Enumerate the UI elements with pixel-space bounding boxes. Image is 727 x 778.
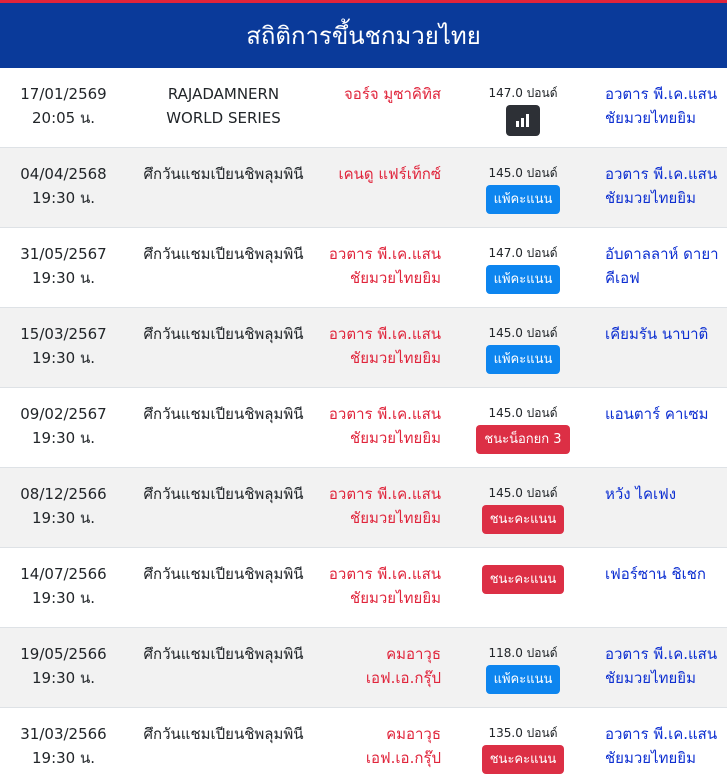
weight-label: 145.0 ปอนด์ (488, 406, 558, 420)
result-cell (447, 708, 599, 778)
red-corner-fighter[interactable]: อวตาร พี.เค.แสน ชัยมวยไทยยิม (328, 565, 441, 607)
table-row (0, 308, 727, 388)
result-badge[interactable]: ชนะคะแนน (482, 505, 565, 534)
time-text: 19:30 น. (31, 349, 96, 367)
date-text: 09/02/2567 (20, 405, 107, 423)
table-row (0, 628, 727, 708)
result-cell (447, 548, 599, 627)
red-corner-fighter[interactable]: อวตาร พี.เค.แสน ชัยมวยไทยยิม (328, 485, 441, 527)
event-name: RAJADAMNERN WORLD SERIES (166, 85, 281, 127)
red-corner-fighter[interactable]: อวตาร พี.เค.แสน ชัยมวยไทยยิม (328, 245, 441, 287)
weight-label: 145.0 ปอนด์ (488, 486, 558, 500)
event-name: ศึกวันแชมเปียนชิพลุมพินี (143, 565, 304, 583)
red-corner-fighter[interactable]: คมอาวุธ เอฟ.เอ.กรุ๊ป (365, 725, 441, 767)
result-badge[interactable]: แพ้คะแนน (486, 185, 561, 214)
result-badge[interactable]: แพ้คะแนน (486, 345, 561, 374)
result-cell (447, 228, 599, 307)
fight-date (0, 708, 127, 778)
weight-label: 145.0 ปอนด์ (488, 166, 558, 180)
red-corner-fighter[interactable]: จอร์จ มูซาคิทิส (344, 85, 441, 103)
fight-date (0, 468, 127, 547)
time-text: 19:30 น. (31, 509, 96, 527)
fight-date (0, 308, 127, 387)
weight-label: 118.0 ปอนด์ (488, 646, 558, 660)
table-row (0, 548, 727, 628)
fight-date (0, 228, 127, 307)
time-text: 19:30 น. (31, 429, 96, 447)
result-cell (447, 148, 599, 227)
weight-label: 147.0 ปอนด์ (488, 86, 558, 100)
date-text: 17/01/2569 (20, 85, 107, 103)
blue-corner-fighter[interactable]: เคียมรัน นาบาติ (605, 325, 709, 343)
event-name: ศึกวันแชมเปียนชิพลุมพินี (143, 725, 304, 743)
blue-corner-fighter[interactable]: อวตาร พี.เค.แสน ชัยมวยไทยยิม (605, 165, 718, 207)
event-name: ศึกวันแชมเปียนชิพลุมพินี (143, 165, 304, 183)
date-text: 04/04/2568 (20, 165, 107, 183)
time-text: 19:30 น. (31, 749, 96, 767)
date-text: 14/07/2566 (20, 565, 107, 583)
result-cell (447, 628, 599, 707)
date-text: 19/05/2566 (20, 645, 107, 663)
weight-label: 135.0 ปอนด์ (488, 726, 558, 740)
blue-corner-fighter[interactable]: อวตาร พี.เค.แสน ชัยมวยไทยยิม (605, 725, 718, 767)
date-text: 15/03/2567 (20, 325, 107, 343)
result-cell (447, 308, 599, 387)
blue-corner-fighter[interactable]: แอนตาร์ คาเซม (605, 405, 709, 423)
red-corner-fighter[interactable]: อวตาร พี.เค.แสน ชัยมวยไทยยิม (328, 405, 441, 447)
weight-label: 145.0 ปอนด์ (488, 326, 558, 340)
bar-chart-icon[interactable] (506, 105, 540, 136)
result-cell (447, 68, 599, 147)
time-text: 20:05 น. (31, 109, 96, 127)
blue-corner-fighter[interactable]: หวัง ไคเฟง (605, 485, 677, 503)
result-cell (447, 468, 599, 547)
event-name: ศึกวันแชมเปียนชิพลุมพินี (143, 245, 304, 263)
blue-corner-fighter[interactable]: เฟอร์ซาน ชิเชก (605, 565, 707, 583)
red-corner-fighter[interactable]: คมอาวุธ เอฟ.เอ.กรุ๊ป (365, 645, 441, 687)
table-row (0, 388, 727, 468)
blue-corner-fighter[interactable]: อวตาร พี.เค.แสน ชัยมวยไทยยิม (605, 85, 718, 127)
result-cell (447, 388, 599, 467)
date-text: 08/12/2566 (20, 485, 107, 503)
fight-date (0, 628, 127, 707)
table-row (0, 468, 727, 548)
table-row (0, 708, 727, 778)
red-corner-fighter[interactable]: เคนดู แฟร์เท็กซ์ (338, 165, 441, 183)
result-badge[interactable]: แพ้คะแนน (486, 265, 561, 294)
result-badge[interactable]: ชนะคะแนน (482, 565, 565, 594)
date-text: 31/05/2567 (20, 245, 107, 263)
event-name: ศึกวันแชมเปียนชิพลุมพินี (143, 325, 304, 343)
time-text: 19:30 น. (31, 589, 96, 607)
fight-date (0, 68, 127, 147)
red-corner-fighter[interactable]: อวตาร พี.เค.แสน ชัยมวยไทยยิม (328, 325, 441, 367)
result-badge[interactable]: ชนะน็อกยก 3 (476, 425, 569, 454)
time-text: 19:30 น. (31, 189, 96, 207)
event-name: ศึกวันแชมเปียนชิพลุมพินี (143, 645, 304, 663)
page-header (0, 0, 727, 68)
event-name: ศึกวันแชมเปียนชิพลุมพินี (143, 405, 304, 423)
result-badge[interactable]: ชนะคะแนน (482, 745, 565, 774)
blue-corner-fighter[interactable]: อวตาร พี.เค.แสน ชัยมวยไทยยิม (605, 645, 718, 687)
result-badge[interactable]: แพ้คะแนน (486, 665, 561, 694)
fight-date (0, 388, 127, 467)
table-row (0, 228, 727, 308)
page-title: สถิติการขึ้นชกมวยไทย (246, 22, 481, 50)
weight-label: 147.0 ปอนด์ (488, 246, 558, 260)
table-row (0, 148, 727, 228)
fight-date (0, 148, 127, 227)
fight-date (0, 548, 127, 627)
event-name: ศึกวันแชมเปียนชิพลุมพินี (143, 485, 304, 503)
fight-table (0, 68, 727, 778)
table-row (0, 68, 727, 148)
time-text: 19:30 น. (31, 669, 96, 687)
time-text: 19:30 น. (31, 269, 96, 287)
date-text: 31/03/2566 (20, 725, 107, 743)
blue-corner-fighter[interactable]: อับดาลลาห์ ดายาคีเอฟ (605, 245, 719, 287)
